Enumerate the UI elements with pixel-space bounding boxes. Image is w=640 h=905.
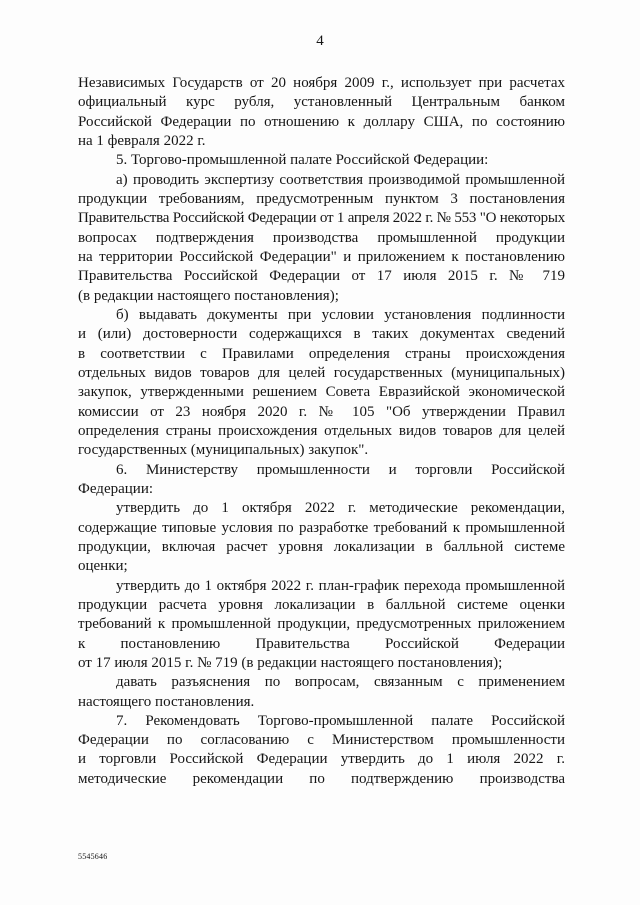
text-line: оценки; [78,558,128,575]
text-line: утвердить до 1 октября 2022 г. план-график перехода промышленной [116,577,565,594]
text-line: и торговли Российской Федерации утвердить до 1 июля 2022 г. [78,751,565,768]
paragraph [78,151,565,170]
text-line: закупок, утвержденными решением Совета Евразийской экономической [78,384,565,401]
text-line: комиссии от 23 ноября 2020 г. № 105 "Об утверждении Правил [78,403,565,420]
text-line: в соответствии с Правилами определения страны происхождения [78,345,565,362]
text-line: продукции расчета уровня локализации в балльной системе оценки [78,596,565,613]
paragraph [78,306,565,461]
text-line: утвердить до 1 октября 2022 г. методические рекомендации, [116,500,565,517]
text-line: Независимых Государств от 20 ноября 2009 г., использует при расчетах [78,75,565,91]
text-line: методические рекомендации по подтверждению производства [78,770,565,787]
text-line: продукции требованиям, предусмотренным пунктом 3 постановления [78,190,565,207]
text-line: официальный курс рубля, установленный Центральным банком [78,94,565,111]
text-line: (в редакции настоящего постановления); [78,287,339,304]
text-line: от 17 июля 2015 г. № 719 (в редакции настоящего постановления); [78,654,503,671]
paragraph [78,461,565,500]
text-line: к постановлению Правительства Российской Федерации [78,635,565,652]
text-line: на 1 февраля 2022 г. [78,132,206,149]
paragraph [78,712,565,789]
paragraph [78,499,565,576]
text-line: Правительства Российской Федерации от 17 июля 2015 г. № 719 [78,268,565,285]
page-number: 4 [316,33,324,49]
text-line: на территории Российской Федерации" и приложением к постановлению [78,248,565,265]
text-line: требований к промышленной продукции, предусмотренных приложением [78,616,565,633]
text-line: Российской Федерации по отношению к доллару США, по состоянию [78,113,565,130]
text-line: государственных (муниципальных) закупок". [78,442,369,459]
text-line: отдельных видов товаров для целей государственных (муниципальных) [78,364,565,381]
footer-document-code: 5545646 [78,852,108,861]
text-line: Федерации: [78,480,154,497]
document-body [78,74,565,789]
text-line: определения страны происхождения отдельных видов товаров для целей [78,422,565,439]
text-line: Правительства Российской Федерации от 1 апреля 2022 г. № 553 "О некоторых [78,210,565,227]
paragraph [78,171,565,306]
paragraph [78,577,565,674]
text-line: а) проводить экспертизу соответствия производимой промышленной [116,171,565,188]
text-line: 6. Министерству промышленности и торговли Российской [116,461,565,478]
text-line: 5. Торгово-промышленной палате Российской Федерации: [116,152,489,169]
text-line: вопросах подтверждения производства промышленной продукции [78,229,565,246]
text-line: содержащие типовые условия по разработке требований к промышленной [78,519,565,536]
paragraph [78,673,565,712]
text-line: давать разъяснения по вопросам, связанным с применением [116,674,565,691]
text-line: продукции, включая расчет уровня локализации в балльной системе [78,538,565,555]
text-line: б) выдавать документы при условии установления подлинности [116,306,565,323]
paragraph [78,74,565,151]
text-line: настоящего постановления. [78,693,255,710]
text-line: 7. Рекомендовать Торгово-промышленной палате Российской [116,712,565,729]
text-line: и (или) достоверности содержащихся в таких документах сведений [78,326,565,343]
text-line: Федерации по согласованию с Министерством промышленности [78,732,565,749]
